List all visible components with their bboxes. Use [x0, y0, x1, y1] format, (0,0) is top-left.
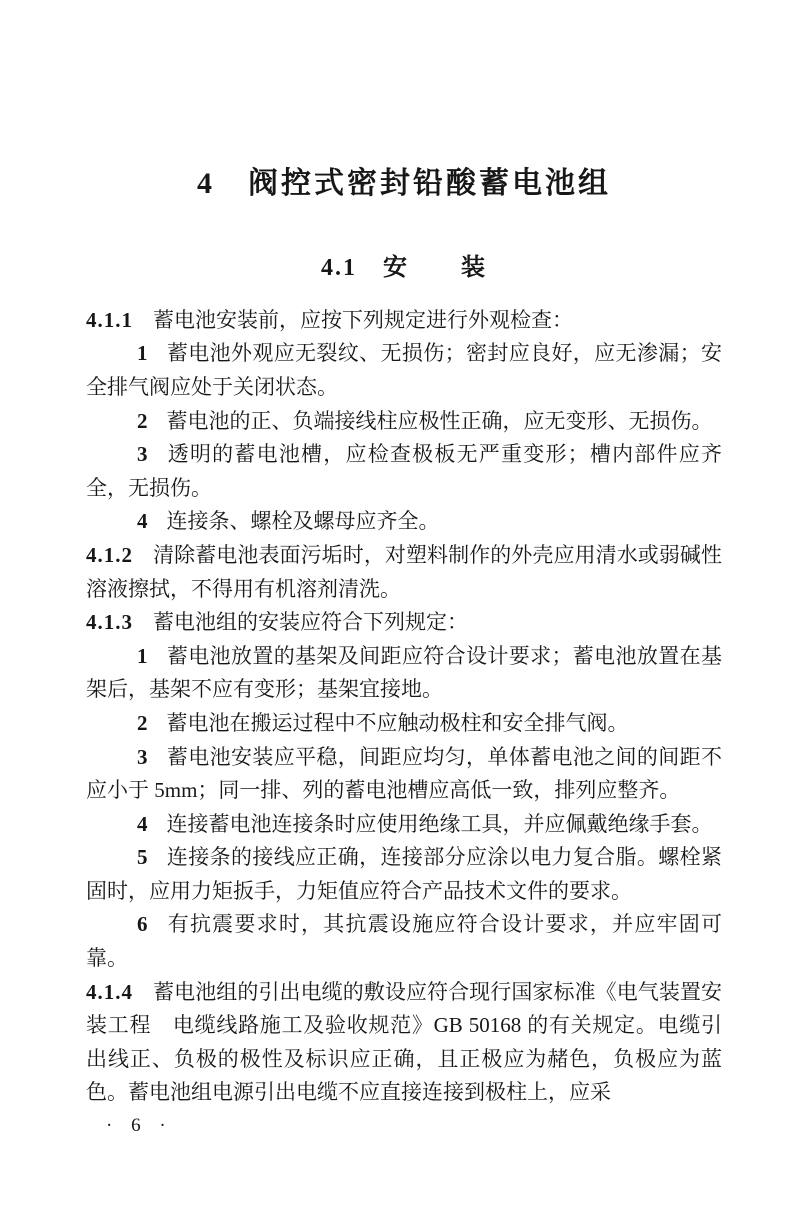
paragraph-text: 连接条的接线应正确，连接部分应涂以电力复合脂。螺栓紧固时，应用力矩扳手，力矩值应符合产品技术文件的要求。 [86, 845, 722, 903]
paragraph [86, 505, 722, 539]
paragraph [86, 841, 722, 908]
paragraph [86, 438, 722, 505]
paragraph [86, 606, 722, 640]
paragraph-text: 蓄电池在搬运过程中不应触动极柱和安全排气阀。 [166, 710, 629, 735]
paragraph-text: 蓄电池组的安装应符合下列规定： [153, 610, 468, 635]
section-title: 4.1 安 装 [321, 255, 487, 281]
chapter-title: 4 阀控式密封铅酸蓄电池组 [197, 167, 611, 200]
paragraph [86, 707, 722, 741]
paragraph-label: 3 [137, 744, 149, 769]
document-body [86, 304, 722, 1110]
paragraph-label: 2 [137, 710, 149, 735]
paragraph-text: 连接蓄电池连接条时应使用绝缘工具，并应佩戴绝缘手套。 [166, 811, 713, 836]
paragraph [86, 405, 722, 439]
paragraph-text: 清除蓄电池表面污垢时，对塑料制作的外壳应用清水或弱碱性溶液擦拭，不得用有机溶剂清洗。 [86, 542, 722, 601]
paragraph-text: 蓄电池的正、负端接线柱应极性正确，应无变形、无损伤。 [166, 408, 713, 433]
paragraph-label: 4 [137, 509, 149, 534]
paragraph [86, 539, 722, 606]
paragraph [86, 741, 722, 808]
paragraph [86, 640, 722, 707]
paragraph-label: 2 [137, 408, 149, 433]
paragraph-text: 蓄电池安装前，应按下列规定进行外观检查： [153, 307, 573, 332]
paragraph-text: 有抗震要求时，其抗震设施应符合设计要求，并应牢固可靠。 [86, 912, 722, 971]
paragraph-label: 4.1.2 [86, 542, 133, 567]
paragraph-label: 3 [137, 442, 149, 467]
paragraph-label: 1 [137, 643, 149, 668]
paragraph [86, 337, 722, 404]
paragraph-text: 连接条、螺栓及螺母应齐全。 [166, 509, 440, 534]
paragraph-label: 5 [137, 845, 149, 870]
paragraph-label: 4.1.1 [86, 307, 133, 332]
paragraph-text: 蓄电池外观应无裂纹、无损伤；密封应良好，应无渗漏；安全排气阀应处于关闭状态。 [86, 341, 722, 399]
paragraph-text: 蓄电池组的引出电缆的敷设应符合现行国家标准《电气装置安装工程 电缆线路施工及验收规范》GB 50168 的有关规定。电缆引出线正、负极的极性及标识应正确，且正极应为赭色，负极应为蓝色。蓄电池组电源引出电缆不应直接连接到极柱上，应采 [86, 979, 722, 1105]
paragraph-text: 蓄电池放置的基架及间距应符合设计要求；蓄电池放置在基架后，基架不应有变形；基架宜接地。 [86, 643, 722, 702]
paragraph [86, 808, 722, 842]
page-number: · 6 · [106, 1115, 173, 1137]
paragraph-label: 4.1.3 [86, 610, 133, 635]
paragraph-text: 透明的蓄电池槽，应检查极板无严重变形；槽内部件应齐全，无损伤。 [86, 442, 722, 500]
paragraph-text: 蓄电池安装应平稳，间距应均匀，单体蓄电池之间的间距不应小于 5mm；同一排、列的蓄电池槽应高低一致，排列应整齐。 [86, 744, 722, 803]
paragraph-label: 4.1.4 [86, 979, 133, 1004]
paragraph-label: 4 [137, 811, 149, 836]
paragraph [86, 976, 722, 1110]
paragraph-label: 6 [137, 912, 149, 937]
paragraph-label: 1 [137, 341, 149, 366]
paragraph [86, 908, 722, 975]
paragraph [86, 304, 722, 338]
